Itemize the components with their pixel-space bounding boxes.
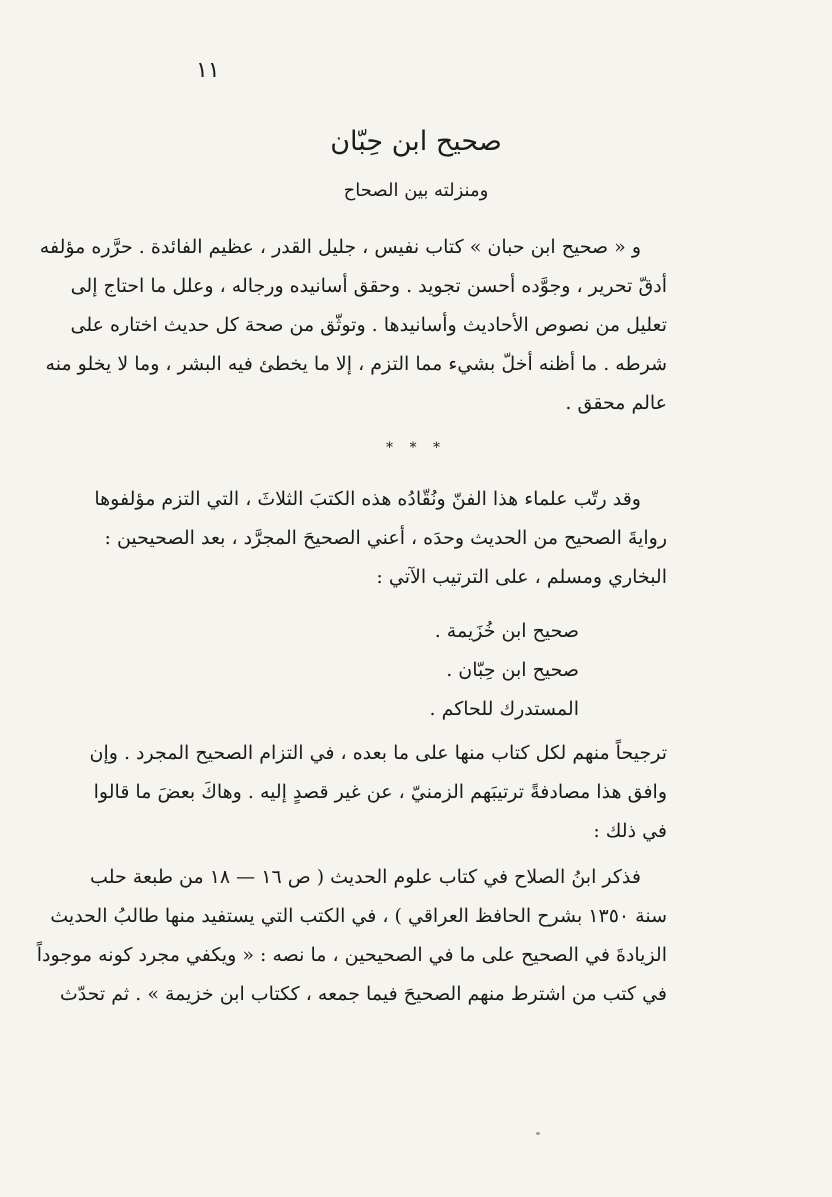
chapter-subtitle: ومنزلته بين الصحاح	[343, 180, 489, 201]
text-line: وقد رتّب علماء هذا الفنّ ونُقّادُه هذه الكتبَ الثلاثَ ، التي التزم مؤلفوها	[94, 488, 641, 510]
text-line: تعليل من نصوص الأحاديث وأسانيدها . وتوثّق من صحة كل حديث اختاره على	[70, 314, 667, 336]
section-separator: * * *	[386, 440, 446, 456]
paragraph-preference	[89, 734, 667, 851]
text-line: عالم محقق .	[565, 392, 667, 414]
text-line: ترجيحاً منهم لكل كتاب منها على ما بعده ، في التزام الصحيح المجرد . وإن	[89, 742, 667, 764]
text-line: و « صحيح ابن حبان » كتاب نفيس ، جليل القدر ، عظيم الفائدة . حرَّره مؤلفه	[39, 236, 641, 258]
list-item: صحيح ابن حِبّان .	[446, 659, 579, 681]
text-line: البخاري ومسلم ، على الترتيب الآتي :	[376, 566, 667, 588]
text-line: الزيادةَ في الصحيح على ما في الصحيحين ، ما نصه : « ويكفي مجرد كونه موجوداً	[36, 944, 667, 966]
text-line: وافق هذا مصادفةً ترتيبَهم الزمنيّ ، عن غير قصدٍ إليه . وهاكَ بعضَ ما قالوا	[93, 781, 667, 803]
paragraph-ibn-salah	[36, 858, 667, 1014]
paragraph-intro	[39, 228, 667, 423]
text-line: أدقّ تحرير ، وجوَّده أحسن تجويد . وحقق أسانيده ورجاله ، وعلل ما احتاج إلى	[70, 275, 667, 297]
text-line: فذكر ابنُ الصلاح في كتاب علوم الحديث ( ص ١٦ — ١٨ من طبعة حلب	[90, 866, 641, 888]
text-line: سنة ١٣٥٠ بشرح الحافظ العراقي ) ، في الكتب التي يستفيد منها طالبُ الحديث	[50, 905, 667, 927]
list-item: صحيح ابن خُزَيمة .	[434, 620, 579, 642]
paper-speck	[536, 1132, 540, 1135]
text-line: شرطه . ما أظنه أخلّ بشيء مما التزم ، إلا ما يخطئ فيه البشر ، وما لا يخلو منه	[45, 353, 667, 375]
text-line: روايةَ الصحيح من الحديث وحدَه ، أعني الصحيحَ المجرَّد ، بعد الصحيحين :	[104, 527, 667, 549]
text-line: في ذلك :	[593, 820, 667, 842]
page-number: ١١	[196, 58, 220, 83]
ranked-books-list	[172, 612, 667, 729]
text-line: في كتب من اشترط منهم الصحيحَ فيما جمعه ، ككتاب ابن خزيمة » . ثم تحدّث	[59, 983, 667, 1005]
paragraph-ranking	[94, 480, 667, 597]
list-item: المستدرك للحاكم .	[429, 698, 579, 720]
chapter-title: صحيح ابن حِبّان	[330, 126, 502, 157]
